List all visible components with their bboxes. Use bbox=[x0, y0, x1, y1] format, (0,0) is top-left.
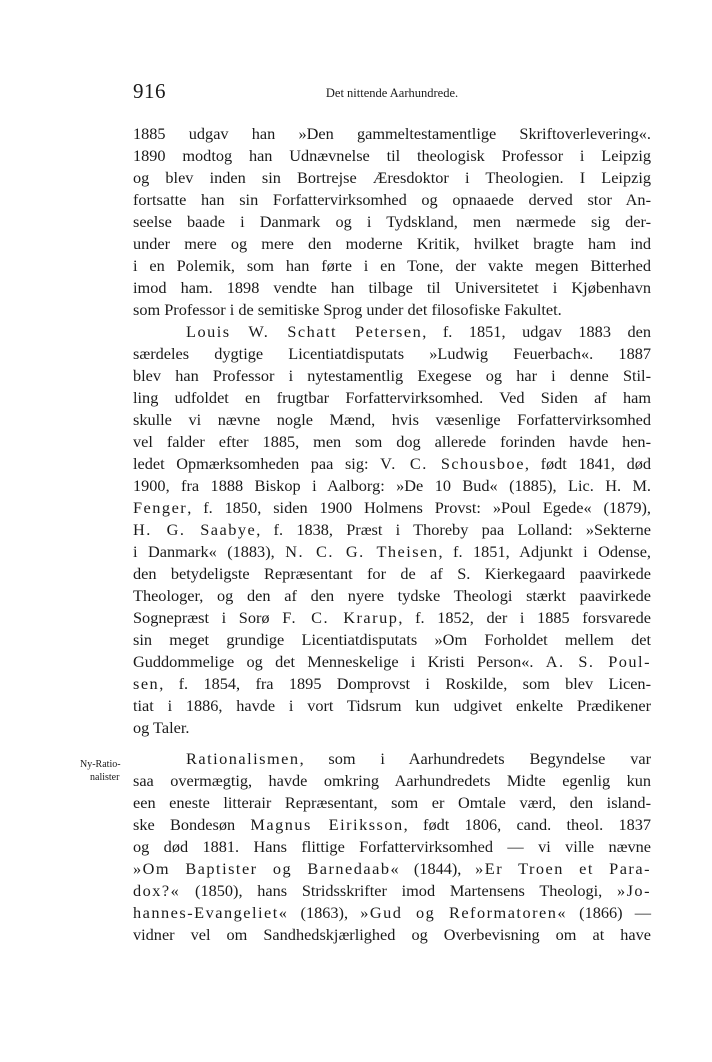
text-line: Sognepræst i Sorø F. C. Krarup, f. 1852, der i 1885 forsvarede bbox=[133, 608, 651, 627]
text-line: ling udfoldet en frugtbar Forfattervirksomhed. Ved Siden af ham bbox=[133, 388, 651, 407]
text-line: Fenger, f. 1850, siden 1900 Holmens Provst: »Poul Egede« (1879), bbox=[133, 498, 651, 517]
text-line: Louis W. Schatt Petersen, f. 1851, udgav 1883 den bbox=[186, 322, 652, 341]
text-line: 1890 modtog han Udnævnelse til theologisk Professor i Leipzig bbox=[133, 146, 651, 165]
text-line: ledet Opmærksomheden paa sig: V. C. Schousboe, født 1841, død bbox=[133, 454, 651, 473]
person-name: sen bbox=[133, 674, 160, 693]
text-line: skulle vi nævne nogle Mænd, hvis væsenlige Forfattervirksomhed bbox=[133, 410, 651, 429]
person-name: Fenger bbox=[133, 498, 188, 517]
text-line: Theologer, og den af den nyere tydske Theologi stærkt paavirkede bbox=[133, 586, 651, 605]
text-line: vidner vel om Sandhedskjærlighed og Overbevisning om at have bbox=[133, 925, 651, 944]
text-line: og død 1881. Hans flittige Forfattervirksomhed — vi ville nævne bbox=[133, 837, 651, 856]
text-line: sin meget grundige Licentiatdisputats »Om Forholdet mellem det bbox=[133, 630, 651, 649]
margin-note-line: Ny-Ratio- bbox=[80, 759, 121, 770]
person-name: V. C. Schousboe bbox=[380, 454, 525, 473]
person-name: N. C. G. Theisen bbox=[285, 542, 439, 561]
book-title: »Om Baptister og Barnedaab« bbox=[133, 859, 401, 878]
text-line: Rationalismen, som i Aarhundredets Begyndelse var bbox=[186, 749, 651, 768]
text-line: vel falder efter 1885, men som dog allerede forinden havde hen- bbox=[133, 432, 651, 451]
person-name: H. G. Saabye bbox=[133, 520, 257, 539]
person-name: F. C. Krarup bbox=[282, 608, 399, 627]
text-line: seelse baade i Danmark og i Tydskland, men nærmede sig der- bbox=[133, 212, 651, 231]
text-line: tiat i 1886, havde i vort Tidsrum kun udgivet enkelte Prædikener bbox=[133, 696, 651, 715]
text-line: saa overmægtig, havde omkring Aarhundredets Midte egenlig kun bbox=[133, 771, 651, 790]
text-line: imod ham. 1898 vendte han tilbage til Universitetet i Kjøbenhavn bbox=[133, 278, 651, 297]
text-line: sen, f. 1854, fra 1895 Domprovst i Roskilde, som blev Licen- bbox=[133, 674, 651, 693]
person-name: Louis W. Schatt Petersen bbox=[186, 322, 423, 341]
text-line: 1885 udgav han »Den gammeltestamentlige Skriftoverlevering«. bbox=[133, 124, 651, 143]
text-line: og Taler. bbox=[133, 718, 190, 737]
text-line: ske Bondesøn Magnus Eiriksson, født 1806, cand. theol. 1837 bbox=[133, 815, 652, 834]
text-line: som Professor i de semitiske Sprog under det filosofiske Fakultet. bbox=[133, 300, 562, 319]
margin-note-line: nalister bbox=[90, 772, 120, 783]
book-title: »Jo- bbox=[616, 881, 651, 900]
book-title: »Gud og Reformatoren« bbox=[360, 903, 568, 922]
text-line: i en Polemik, som han førte i en Tone, der vakte megen Bitterhed bbox=[133, 256, 651, 275]
text-line: og blev inden sin Bortrejse Æresdoktor i Theologien. I Leipzig bbox=[133, 168, 651, 187]
text-line: fortsatte han sin Forfattervirksomhed og opnaaede derved stor An- bbox=[133, 190, 651, 209]
book-title: »Er Troen et Para- bbox=[475, 859, 651, 878]
text-line: dox?« (1850), hans Stridsskrifter imod Martensens Theologi, »Jo- bbox=[133, 881, 651, 900]
text-line: den betydeligste Repræsentant for de af S. Kierkegaard paavirkede bbox=[133, 564, 651, 583]
text-line: i Danmark« (1883), N. C. G. Theisen, f. 1851, Adjunkt i Odense, bbox=[133, 542, 652, 561]
text-line: »Om Baptister og Barnedaab« (1844), »Er Troen et Para- bbox=[133, 859, 651, 878]
book-title: hannes-Evangeliet« bbox=[133, 903, 289, 922]
text-line: H. G. Saabye, f. 1838, Præst i Thoreby paa Lolland: »Sekterne bbox=[133, 520, 652, 539]
text-line: under mere og mere den moderne Kritik, hvilket bragte ham ind bbox=[133, 234, 651, 253]
person-name: Magnus Eiriksson bbox=[250, 815, 404, 834]
text-line: hannes-Evangeliet« (1863), »Gud og Reformatoren« (1866) — bbox=[133, 903, 652, 922]
person-name: A. S. Poul- bbox=[545, 652, 651, 671]
page-number: 916 bbox=[133, 79, 166, 103]
text-line: 1900, fra 1888 Biskop i Aalborg: »De 10 Bud« (1885), Lic. H. M. bbox=[133, 476, 651, 495]
text-line: Guddommelige og det Menneskelige i Kristi Person«. A. S. Poul- bbox=[133, 652, 651, 671]
text-line: særdeles dygtige Licentiatdisputats »Ludwig Feuerbach«. 1887 bbox=[133, 344, 651, 363]
term: Rationalismen bbox=[186, 749, 300, 768]
text-line: blev han Professor i nytestamentlig Exegese og har i denne Stil- bbox=[133, 366, 651, 385]
text-line: een eneste litterair Repræsentant, som er Omtale værd, den island- bbox=[133, 793, 651, 812]
book-title: dox?« bbox=[133, 881, 181, 900]
running-title: Det nittende Aarhundrede. bbox=[325, 86, 459, 100]
